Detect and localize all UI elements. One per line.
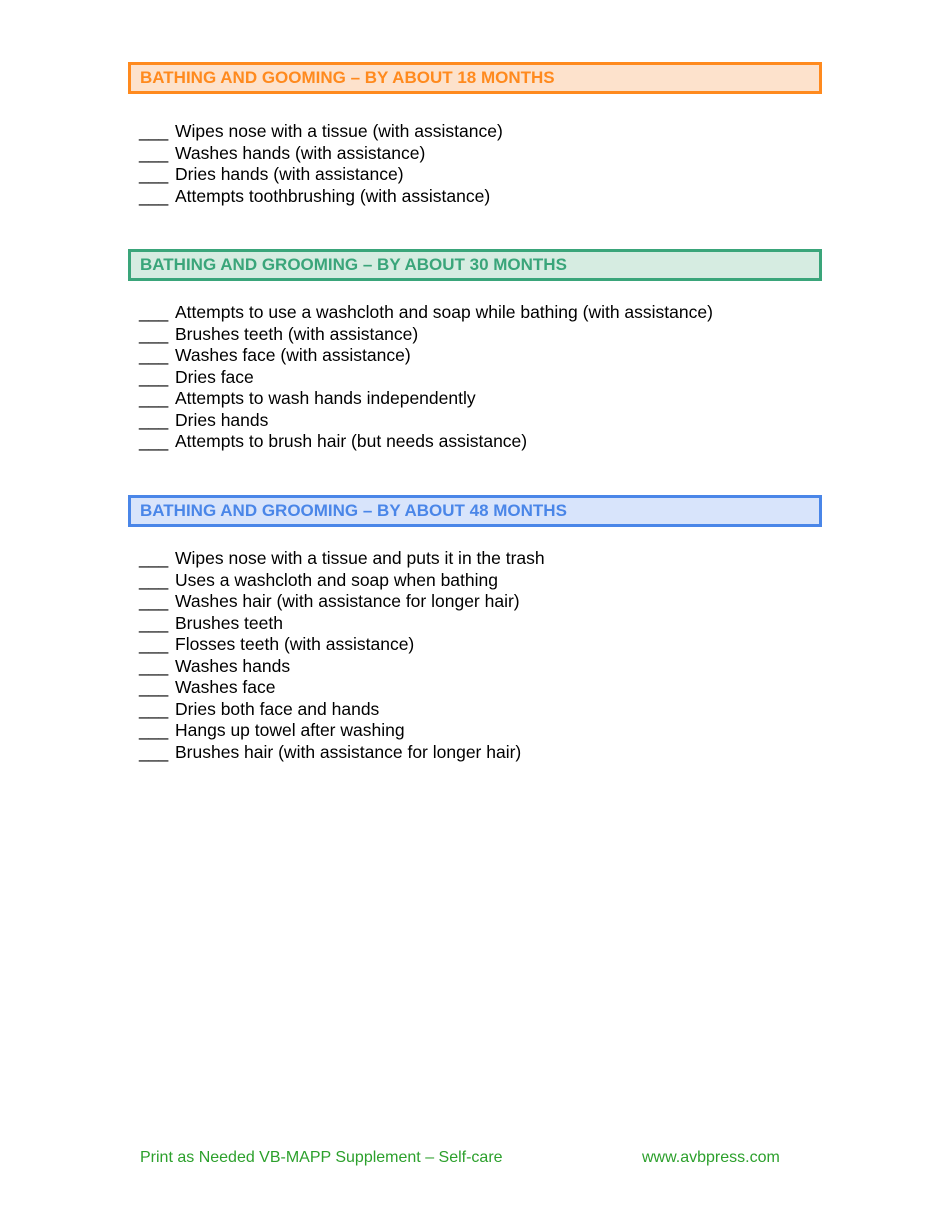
checklist-item [139,143,503,165]
checkbox-blank: ___ [139,302,169,322]
section-header-30-months [128,249,822,281]
checklist-18-months [139,121,503,207]
item-text: Uses a washcloth and soap when bathing [175,569,498,590]
checklist-item [139,367,713,389]
checklist-item [139,656,545,678]
item-text: Washes face (with assistance) [175,345,411,365]
checkbox-blank: ___ [139,164,169,184]
item-text: Washes hands (with assistance) [175,142,426,163]
checkbox-blank: ___ [139,677,169,697]
checklist-item [139,121,503,143]
checkbox-blank: ___ [139,323,169,344]
checklist-48-months [139,548,545,763]
checkbox-blank: ___ [139,720,169,740]
item-text: Attempts to brush hair (but needs assistance) [175,431,528,451]
checklist-item [139,302,713,324]
section-header-48-months [128,495,822,527]
item-text: Washes hands [175,655,291,676]
checklist-item [139,699,545,721]
checklist-30-months [139,302,713,453]
checkbox-blank: ___ [139,431,169,451]
item-text: Attempts to wash hands independently [175,388,476,408]
section-title: BATHING AND GROOMING – BY ABOUT 30 MONTHS [140,255,567,274]
checkbox-blank: ___ [139,121,169,141]
checklist-item [139,345,713,367]
section-title: BATHING AND GOOMING – BY ABOUT 18 MONTHS [140,68,555,87]
item-text: Brushes teeth (with assistance) [175,323,419,344]
checklist-item [139,591,545,613]
section-header-18-months [128,62,822,94]
item-text: Dries both face and hands [175,698,380,719]
checkbox-blank: ___ [139,345,169,365]
checkbox-blank: ___ [139,409,169,430]
checkbox-blank: ___ [139,655,169,676]
checklist-item [139,164,503,186]
item-text: Dries hands (with assistance) [175,164,404,184]
checklist-item [139,431,713,453]
checkbox-blank: ___ [139,569,169,590]
item-text: Wipes nose with a tissue (with assistance) [175,121,503,141]
item-text: Attempts toothbrushing (with assistance) [175,185,491,206]
item-text: Dries hands [175,409,269,430]
checklist-item [139,634,545,656]
section-title: BATHING AND GROOMING – BY ABOUT 48 MONTHS [140,501,567,520]
footer-website-link[interactable]: www.avbpress.com [642,1149,780,1166]
checkbox-blank: ___ [139,185,169,206]
checklist-item [139,410,713,432]
checklist-item [139,324,713,346]
item-text: Washes hair (with assistance for longer hair) [175,591,520,611]
checklist-item [139,742,545,764]
item-text: Wipes nose with a tissue and puts it in the trash [175,548,545,568]
checkbox-blank: ___ [139,612,169,633]
item-text: Hangs up towel after washing [175,720,405,740]
checklist-item [139,613,545,635]
checklist-item [139,570,545,592]
item-text: Flosses teeth (with assistance) [175,634,415,654]
checklist-item [139,720,545,742]
checklist-item [139,388,713,410]
item-text: Brushes hair (with assistance for longer hair) [175,741,522,762]
item-text: Attempts to use a washcloth and soap while bathing (with assistance) [175,302,713,322]
footer-title: Print as Needed VB-MAPP Supplement – Self-care [140,1149,503,1166]
checkbox-blank: ___ [139,142,169,163]
checklist-item [139,677,545,699]
item-text: Dries face [175,366,254,387]
checkbox-blank: ___ [139,698,169,719]
checkbox-blank: ___ [139,388,169,408]
checkbox-blank: ___ [139,591,169,611]
checklist-item [139,186,503,208]
checkbox-blank: ___ [139,548,169,568]
checkbox-blank: ___ [139,741,169,762]
item-text: Brushes teeth [175,612,283,633]
item-text: Washes face [175,677,276,697]
checklist-item [139,548,545,570]
checkbox-blank: ___ [139,366,169,387]
checkbox-blank: ___ [139,634,169,654]
